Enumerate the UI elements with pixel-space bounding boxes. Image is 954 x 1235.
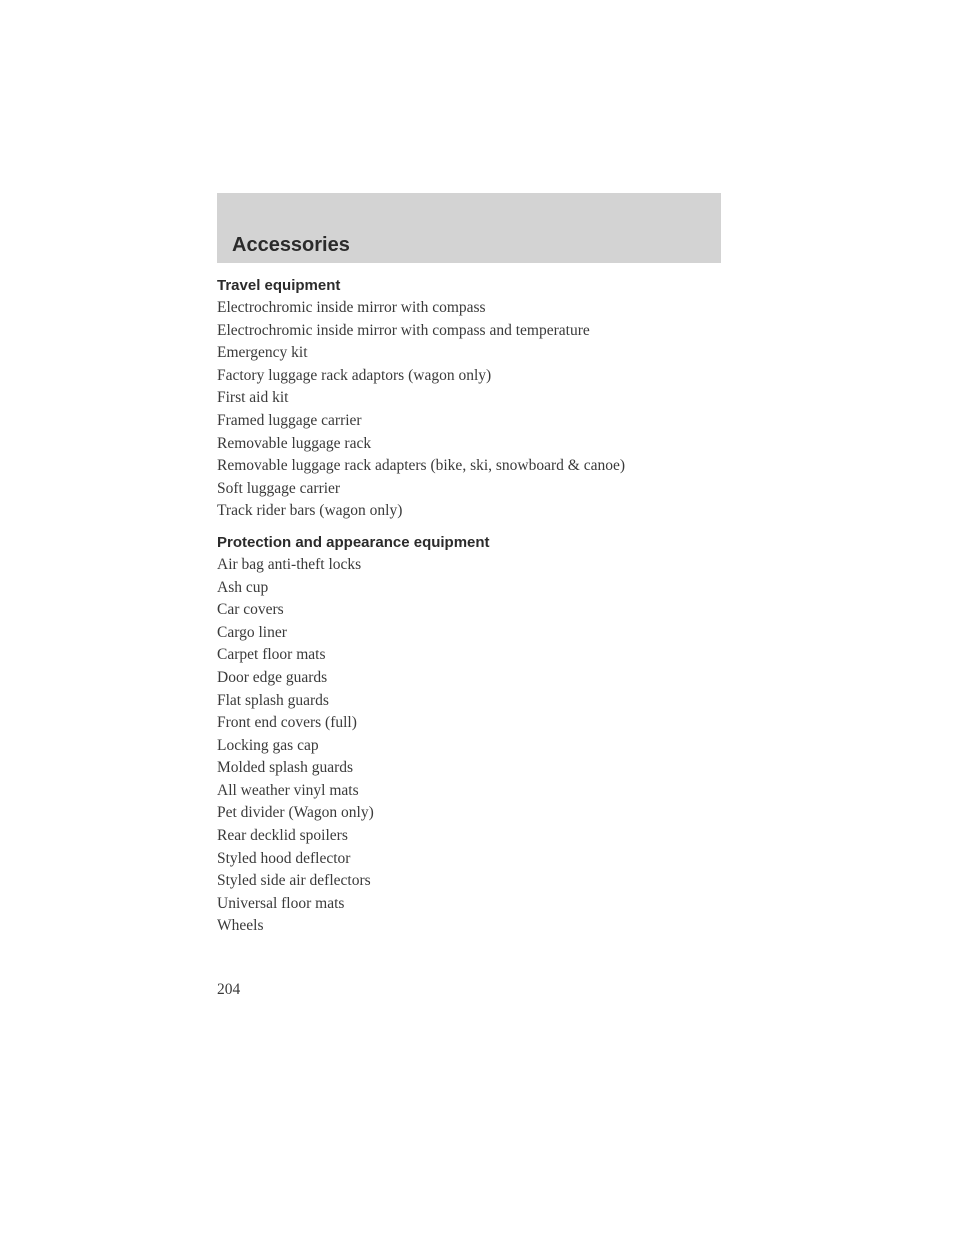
list-item: Framed luggage carrier (217, 411, 362, 429)
list-item: Electrochromic inside mirror with compass (217, 299, 486, 316)
section-heading: Protection and appearance equipment (217, 533, 490, 551)
list-item: Pet divider (Wagon only) (217, 804, 374, 822)
page-number: 204 (217, 981, 241, 998)
list-item: All weather vinyl mats (217, 781, 359, 799)
list-item: Carpet floor mats (217, 646, 326, 664)
list-item: Styled side air deflectors (217, 872, 371, 890)
list-item: Molded splash guards (217, 759, 354, 777)
section-header-band (217, 193, 721, 263)
section-travel-equipment (217, 274, 737, 523)
list-item: Track rider bars (wagon only) (217, 502, 403, 520)
page-content (217, 274, 737, 938)
list-item: Ash cup (217, 578, 269, 596)
section-protection-appearance (217, 531, 737, 938)
list-item: First aid kit (217, 389, 289, 407)
list-item: Styled hood deflector (217, 849, 351, 867)
list-item: Car covers (217, 601, 284, 619)
list-item: Removable luggage rack (217, 434, 372, 452)
page-title: Accessories (232, 234, 350, 256)
list-item: Electrochromic inside mirror with compass and temperature (217, 321, 590, 339)
list-item: Air bag anti-theft locks (217, 555, 362, 573)
list-item: Emergency kit (217, 344, 308, 362)
list-item: Front end covers (full) (217, 714, 357, 732)
list-item: Factory luggage rack adaptors (wagon only) (217, 366, 492, 384)
list-item: Locking gas cap (217, 736, 319, 754)
list-item: Cargo liner (217, 623, 287, 641)
list-item: Soft luggage carrier (217, 479, 341, 497)
list-item: Universal floor mats (217, 894, 345, 912)
list-item: Flat splash guards (217, 691, 329, 709)
item-list (217, 297, 737, 523)
list-item: Wheels (217, 917, 264, 935)
section-heading: Travel equipment (217, 277, 341, 294)
item-list (217, 554, 737, 938)
list-item: Rear decklid spoilers (217, 827, 348, 845)
list-item: Door edge guards (217, 668, 328, 686)
list-item: Removable luggage rack adapters (bike, ski, snowboard & canoe) (217, 457, 626, 475)
